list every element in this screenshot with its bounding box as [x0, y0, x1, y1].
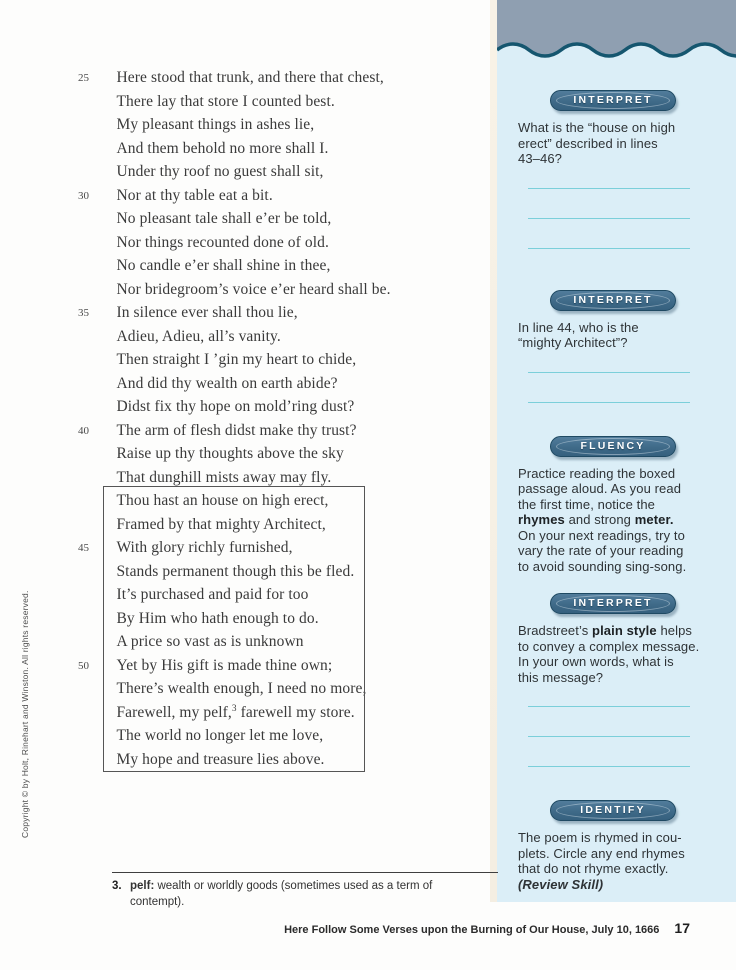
poem-line-text: Nor bridegroom’s voice e’er heard shall be. — [116, 280, 391, 298]
copyright-vertical-text: Copyright © by Holt, Rinehart and Winston. All rights reserved. — [20, 590, 30, 838]
sidebar-section — [518, 436, 708, 575]
footer-title: Here Follow Some Verses upon the Burning of Our House, July 10, 1666 — [284, 924, 660, 936]
poem-line-text: And did thy wealth on earth abide? — [116, 374, 338, 392]
section-label: INTERPRET — [573, 597, 653, 609]
section-label-pill — [550, 800, 676, 821]
section-label-pill — [550, 290, 676, 311]
poem-line-text: Yet by His gift is made thine own; — [116, 656, 333, 674]
section-text: What is the “house on high erect” described in lines 43–46? — [518, 120, 676, 166]
section-label: IDENTIFY — [580, 804, 646, 816]
poem-line — [0, 701, 490, 725]
poem-line-text: Nor at thy table eat a bit. — [116, 186, 273, 204]
poem-line-text: The world no longer let me love, — [116, 727, 324, 744]
sidebar-sections — [518, 60, 708, 892]
poem-line-text: Didst fix thy hope on mold’ring dust? — [116, 398, 355, 415]
poem-line — [0, 254, 490, 278]
poem-line — [0, 442, 490, 466]
poem-line — [0, 560, 490, 584]
poem-line-number: 50 — [78, 659, 89, 672]
sidebar-section — [518, 290, 708, 403]
poem-line — [0, 677, 490, 701]
poem-line-number: 40 — [78, 424, 89, 437]
poem-line — [0, 231, 490, 255]
sidebar-section — [518, 800, 708, 892]
sidebar-section — [518, 90, 708, 249]
poem-line-text: A price so vast as is unknown — [116, 633, 304, 650]
poem-line-text: No pleasant tale shall e’er be told, — [116, 210, 332, 227]
poem-line — [0, 489, 490, 513]
footnote-text: pelf: wealth or worldly goods (sometimes used as a term of contempt). — [130, 880, 433, 908]
poem-line — [0, 113, 490, 137]
poem-line — [0, 348, 490, 372]
poem-line-number: 25 — [78, 72, 89, 84]
poem-line-text: Then straight I ’gin my heart to chide, — [116, 351, 357, 368]
poem-line-text: My hope and treasure lies above. — [116, 750, 325, 768]
poem-line-text: By Him who hath enough to do. — [116, 609, 319, 627]
poem-line-text: With glory richly furnished, — [116, 539, 293, 556]
sidebar-torn-edge — [490, 0, 497, 902]
notes-sidebar — [497, 0, 736, 902]
poem-line-text: In silence ever shall thou lie, — [116, 304, 298, 321]
poem-line-text: Here stood that trunk, and there that chest, — [116, 69, 384, 86]
sidebar-section — [518, 593, 708, 767]
section-text: The poem is rhymed in cou- plets. Circle any end rhymes that do not rhyme exactly. (Review Skill) — [518, 830, 685, 892]
section-text: In line 44, who is the “mighty Architect”? — [518, 319, 639, 350]
poem-line-text: The arm of flesh didst make thy trust? — [116, 421, 357, 439]
poem-line — [0, 137, 490, 161]
page-number: 17 — [674, 920, 690, 936]
answer-write-lines — [518, 685, 708, 767]
poem-line-number: 45 — [78, 542, 89, 554]
section-label: INTERPRET — [573, 94, 653, 106]
poem-line — [0, 325, 490, 349]
poem-line — [0, 583, 490, 607]
poem-line-text: Farewell, my pelf,$^3$ farewell my store. — [116, 703, 355, 721]
poem-line — [0, 748, 490, 772]
answer-write-lines — [518, 351, 708, 403]
poem-line-text: It’s purchased and paid for too — [116, 586, 309, 603]
section-label-pill — [550, 436, 676, 457]
poem-line-number: 30 — [78, 189, 89, 202]
poem-line-text: There’s wealth enough, I need no more, — [116, 680, 367, 697]
poem-line-text: And them behold no more shall I. — [116, 139, 329, 157]
poem-line — [0, 372, 490, 396]
poem-line — [0, 466, 490, 490]
poem-line-text: Adieu, Adieu, all’s vanity. — [116, 327, 281, 345]
write-line — [528, 737, 690, 767]
poem-line-text: There lay that store I counted best. — [116, 92, 335, 110]
poem-line-number: 35 — [78, 307, 89, 319]
poem-line — [0, 630, 490, 654]
footnote-number: 3. — [112, 880, 122, 892]
poem-line-text: Stands permanent though this be fled. — [116, 562, 355, 580]
poem-line-text: My pleasant things in ashes lie, — [116, 116, 315, 133]
poem-excerpt — [0, 66, 490, 771]
poem-line-text: Nor things recounted done of old. — [116, 233, 329, 251]
poem-line — [0, 160, 490, 184]
poem-line-text: That dunghill mists away may fly. — [116, 468, 332, 486]
poem-line-text: Raise up thy thoughts above the sky — [116, 445, 344, 462]
section-label: INTERPRET — [573, 293, 653, 306]
poem-line — [0, 513, 490, 537]
poem-line — [0, 654, 490, 678]
write-line — [528, 707, 690, 737]
write-line — [528, 373, 690, 403]
section-text: Bradstreet’s plain style helps to convey a complex message. In your own words, what is this message? — [518, 623, 700, 685]
poem-line-text: Thou hast an house on high erect, — [116, 492, 329, 509]
write-line — [528, 685, 690, 707]
page-footer — [0, 920, 690, 936]
sidebar-wave-header — [497, 0, 736, 60]
write-line — [528, 167, 690, 189]
poem-line-text: Framed by that mighty Architect, — [116, 515, 326, 533]
poem-line — [0, 301, 490, 325]
poem-line — [0, 90, 490, 114]
write-line — [528, 189, 690, 219]
poem-line — [0, 536, 490, 560]
poem-line-text: No candle e’er shall shine in thee, — [116, 257, 331, 274]
footnote — [112, 872, 498, 910]
poem-line — [0, 207, 490, 231]
section-label-pill — [550, 90, 676, 111]
write-line — [528, 219, 690, 249]
poem-line — [0, 184, 490, 208]
poem-line — [0, 395, 490, 419]
section-label: FLUENCY — [580, 439, 646, 452]
write-line — [528, 351, 690, 373]
poem-line — [0, 607, 490, 631]
section-label-pill — [550, 593, 676, 614]
poem-line — [0, 419, 490, 443]
poem-line-text: Under thy roof no guest shall sit, — [116, 163, 324, 180]
section-text: Practice reading the boxed passage aloud. As you read the first time, notice the rhymes and strong meter. On your next readings, try to vary the rate of your reading to avoid sounding sing-song. — [518, 465, 687, 574]
poem-line — [0, 66, 490, 90]
footnote-rule — [112, 872, 498, 873]
answer-write-lines — [518, 167, 708, 249]
poem-line — [0, 278, 490, 302]
poem-line — [0, 724, 490, 748]
